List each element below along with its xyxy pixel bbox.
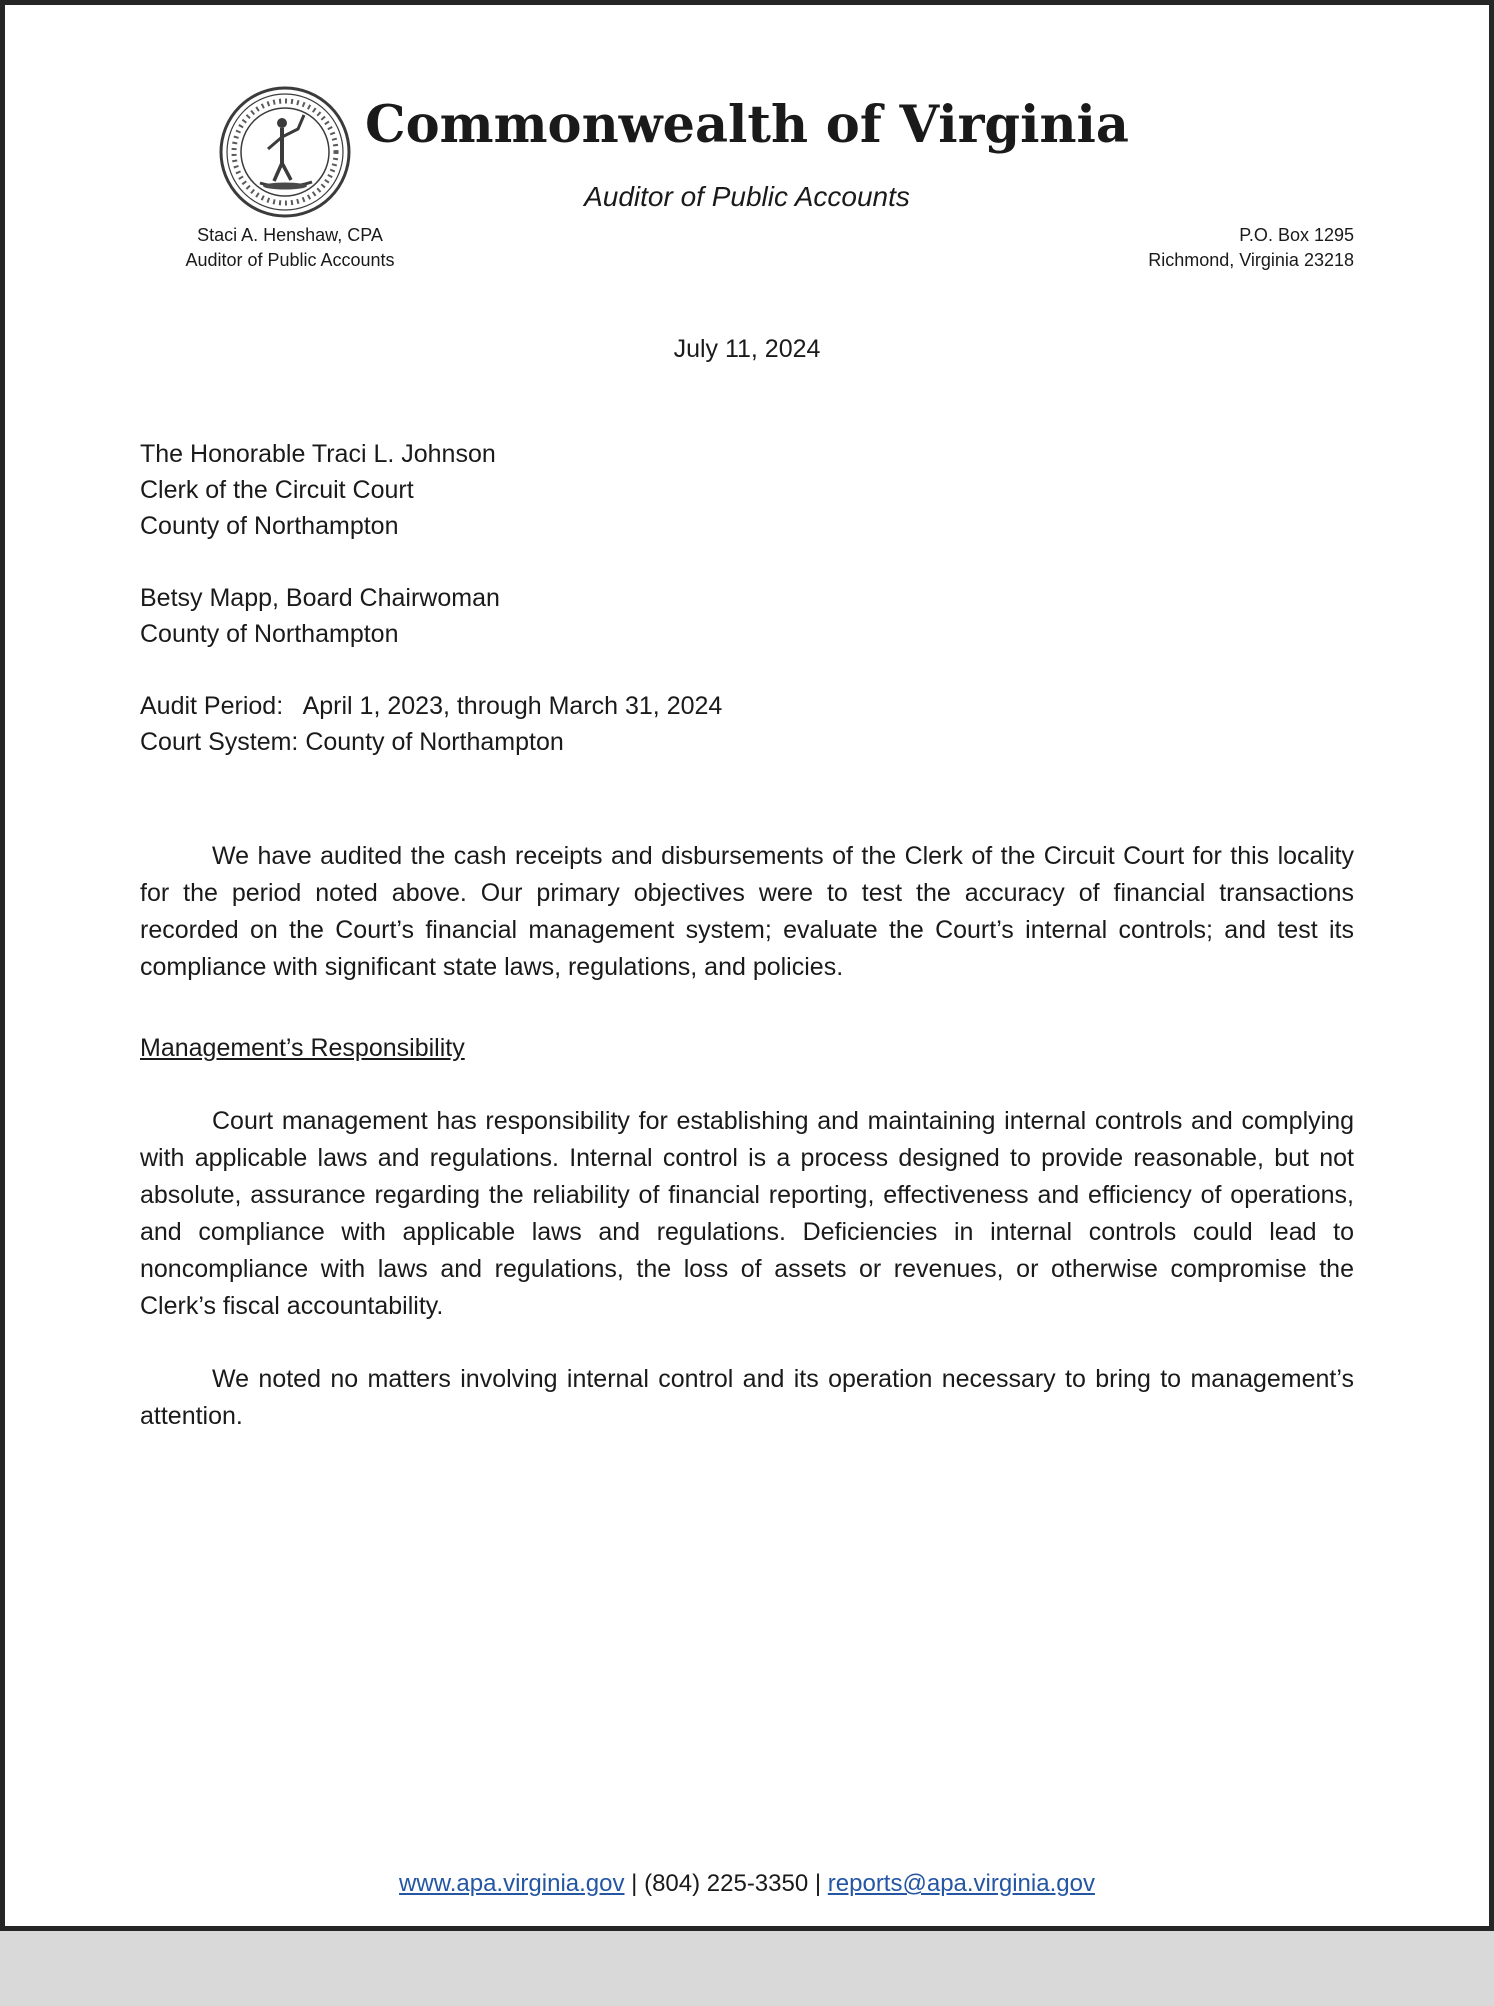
auditor-name: Staci A. Henshaw, CPA: [197, 225, 383, 245]
letter-content: [5, 85, 1489, 2006]
letterhead-title: Commonwealth of Virginia: [365, 95, 1129, 155]
letter-date: July 11, 2024: [673, 335, 821, 363]
recipient-line: Clerk of the Circuit Court: [140, 476, 414, 504]
audit-period-line: Audit Period: April 1, 2023, through March 31, 2024: [140, 692, 723, 720]
footer-separator: |: [624, 1870, 645, 1897]
letterhead-subtitle: Auditor of Public Accounts: [584, 181, 910, 212]
recipient-group-1: [140, 436, 1354, 544]
virginia-state-seal-icon: [218, 85, 352, 219]
recipient-group-2: [140, 580, 1354, 652]
heading-managements-responsibility: Management’s Responsibility: [140, 1034, 465, 1062]
email-link[interactable]: reports@apa.virginia.gov: [827, 1870, 1095, 1897]
recipient-line: Betsy Mapp, Board Chairwoman: [140, 584, 500, 612]
office-address-block: [1148, 223, 1354, 273]
recipient-line: County of Northampton: [140, 512, 399, 540]
phone-number: (804) 225-3350: [644, 1870, 809, 1897]
recipient-block: [140, 436, 1354, 760]
auditor-title: Auditor of Public Accounts: [185, 250, 395, 270]
auditor-name-block: [140, 223, 440, 273]
address-line-1: P.O. Box 1295: [1239, 225, 1354, 245]
footer-separator: |: [808, 1870, 828, 1897]
recipient-line: County of Northampton: [140, 620, 399, 648]
paragraph-audit-scope: We have audited the cash receipts and disbursements of the Clerk of the Circuit Court for this locality for the period noted above. Our primary objectives were to test the accuracy of financial transactions recorded on the Court’s financial management system; evaluate the Court’s internal controls; and test its compliance with significant state laws, regulations, and policies.: [140, 842, 1354, 981]
letter-footer: [5, 1870, 1489, 1898]
letterhead: [140, 85, 1354, 275]
paragraph-management-responsibility: Court management has responsibility for establishing and maintaining internal controls and complying with applicable laws and regulations. Internal control is a process designed to provide reasonable, but not absolute, assurance regarding the reliability of financial reporting, effectiveness and efficiency of operations, and compliance with applicable laws and regulations. Deficiencies in internal controls could lead to noncompliance with laws and regulations, the loss of assets or revenues, or otherwise compromise the Clerk’s fiscal accountability.: [140, 1107, 1354, 1320]
audit-info-block: [140, 688, 1354, 760]
website-link[interactable]: www.apa.virginia.gov: [399, 1870, 625, 1897]
recipient-line: The Honorable Traci L. Johnson: [140, 440, 496, 468]
address-line-2: Richmond, Virginia 23218: [1148, 250, 1354, 270]
paragraph-no-matters-noted: We noted no matters involving internal control and its operation necessary to bring to management’s attention.: [140, 1365, 1354, 1430]
court-system-line: Court System: County of Northampton: [140, 728, 564, 756]
